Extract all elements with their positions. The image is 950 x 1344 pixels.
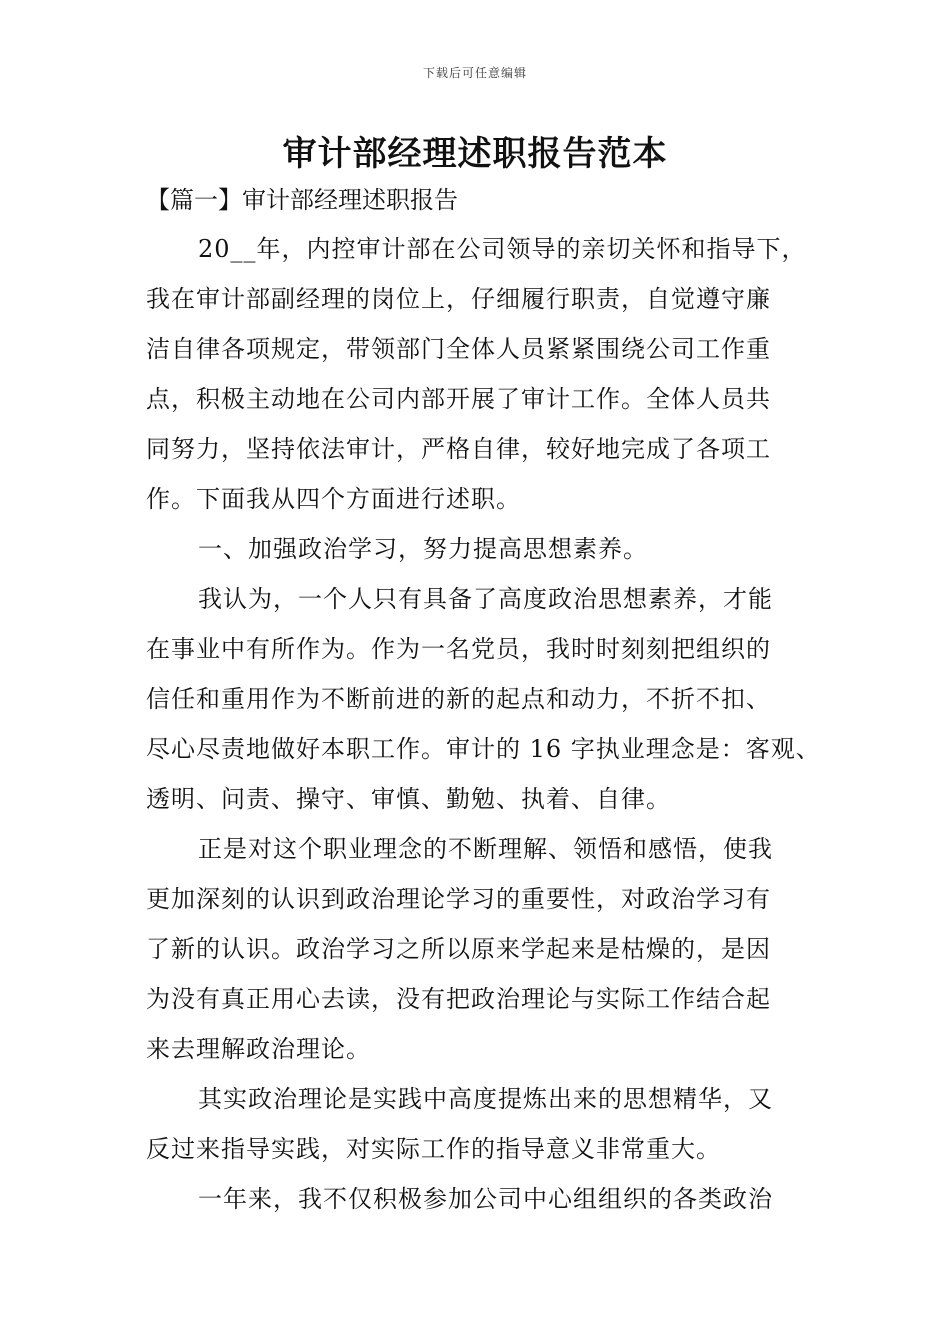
text-line: 尽心尽责地做好本职工作。审计的 16 字执业理念是：客观、 [146, 735, 821, 763]
text-line: 我在审计部副经理的岗位上，仔细履行职责，自觉遵守廉 [146, 285, 771, 313]
text-line: 洁自律各项规定，带领部门全体人员紧紧围绕公司工作重 [146, 335, 771, 363]
text-line: 正是对这个职业理念的不断理解、领悟和感悟，使我 [198, 835, 773, 863]
text-line: 在事业中有所作为。作为一名党员，我时时刻刻把组织的 [146, 635, 771, 663]
text-line: 为没有真正用心去读，没有把政治理论与实际工作结合起 [146, 985, 771, 1013]
text-line: 我认为，一个人只有具备了高度政治思想素养，才能 [198, 585, 773, 613]
text-line: 其实政治理论是实践中高度提炼出来的思想精华，又 [198, 1085, 773, 1113]
text-line: 点，积极主动地在公司内部开展了审计工作。全体人员共 [146, 385, 771, 413]
text-line: 反过来指导实践，对实际工作的指导意义非常重大。 [146, 1135, 721, 1163]
section-heading: 【篇一】审计部经理述职报告 [146, 186, 458, 214]
body-text [146, 224, 826, 1224]
text-line: 一、加强政治学习，努力提高思想素养。 [198, 535, 648, 563]
text-line: 一年来，我不仅积极参加公司中心组组织的各类政治 [198, 1185, 773, 1213]
text-line: 了新的认识。政治学习之所以原来学起来是枯燥的，是因 [146, 935, 771, 963]
text-line: 来去理解政治理论。 [146, 1035, 371, 1063]
text-line: 信任和重用作为不断前进的新的起点和动力，不折不扣、 [146, 685, 771, 713]
text-line: 更加深刻的认识到政治理论学习的重要性，对政治学习有 [146, 885, 771, 913]
text-line: 同努力，坚持依法审计，严格自律，较好地完成了各项工 [146, 435, 771, 463]
text-line: 作。下面我从四个方面进行述职。 [146, 485, 521, 513]
text-line: 20__年，内控审计部在公司领导的亲切关怀和指导下， [198, 235, 807, 263]
text-line: 透明、问责、操守、审慎、勤勉、执着、自律。 [146, 785, 671, 813]
header-note: 下载后可任意编辑 [422, 66, 527, 80]
document-title: 审计部经理述职报告范本 [282, 134, 668, 174]
